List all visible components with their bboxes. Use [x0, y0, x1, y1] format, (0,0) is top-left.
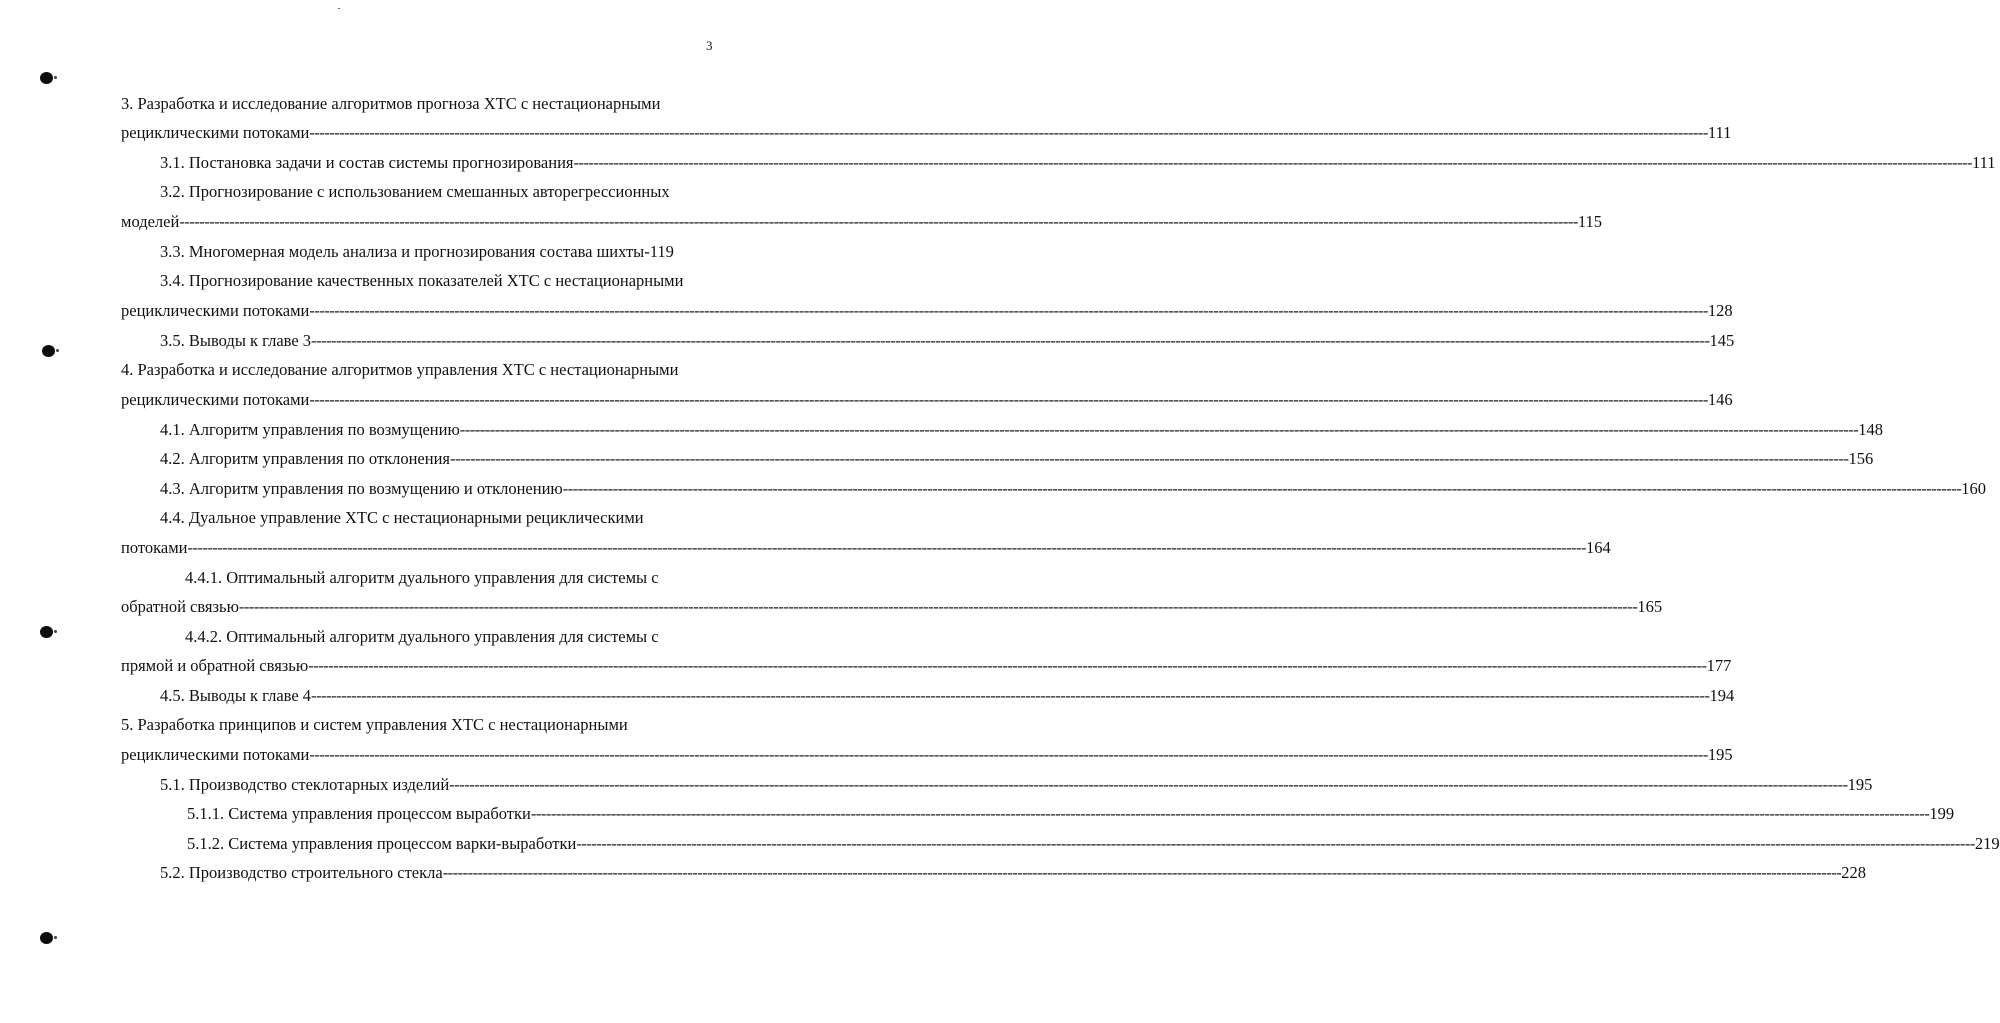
- toc-entry-page: 228: [1841, 863, 1866, 882]
- toc-entry-page: 111: [1972, 153, 1996, 172]
- toc-entry-page: 195: [1707, 745, 1733, 764]
- toc-entry-5-line1: 5. Разработка принципов и систем управления ХТС с нестационарными: [121, 715, 628, 734]
- dot-leader: ----------------------------------------------------------------------------------------------------------------------------------------------------------------------------------------------------------------------------------------------------------------------------------------: [311, 686, 1710, 705]
- toc-entry-text: обратной связью: [121, 597, 239, 616]
- toc-entry-5: [121, 743, 1733, 767]
- toc-entry-page: 128: [1707, 301, 1733, 320]
- dot-leader: ----------------------------------------------------------------------------------------------------------------------------------------------------------------------------------------------------------------------------------------------------------------------------------------: [238, 597, 1638, 616]
- dot-leader: ----------------------------------------------------------------------------------------------------------------------------------------------------------------------------------------------------------------------------------------------------------------------------------------: [309, 301, 1708, 320]
- toc-entry-text: 4.5. Выводы к главе 4: [160, 686, 312, 705]
- dot-leader: ----------------------------------------------------------------------------------------------------------------------------------------------------------------------------------------------------------------------------------------------------------------------------------------: [187, 538, 1586, 557]
- toc-entry-text: 3.5. Выводы к главе 3: [160, 331, 312, 350]
- toc-entry-3: [121, 121, 1732, 145]
- toc-entry-page: 148: [1858, 420, 1884, 439]
- page-number: 3: [706, 38, 713, 53]
- toc-entry-page: 195: [1847, 775, 1873, 794]
- toc-entry-page: 146: [1707, 390, 1733, 409]
- toc-entry-3-2: [121, 210, 1602, 234]
- toc-entry-text: 4.2. Алгоритм управления по отклонения: [160, 449, 450, 468]
- toc-entry-5-1-2: [187, 832, 2000, 856]
- toc-entry-3-2-line1: 3.2. Прогнозирование с использованием смешанных авторегрессионных: [160, 182, 670, 201]
- dot-leader: ----------------------------------------------------------------------------------------------------------------------------------------------------------------------------------------------------------------------------------------------------------------------------------------: [309, 123, 1708, 142]
- toc-entry-3-4-line1: 3.4. Прогнозирование качественных показателей ХТС с нестационарными: [160, 271, 684, 290]
- toc-entry-page: 156: [1848, 449, 1874, 468]
- toc-entry-4-3: [160, 477, 1986, 501]
- toc-entry-4-4-2: [121, 654, 1732, 678]
- dot-leader: ----------------------------------------------------------------------------------------------------------------------------------------------------------------------------------------------------------------------------------------------------------------------------------------: [309, 745, 1708, 764]
- toc-entry-text: моделей: [121, 212, 180, 231]
- dot-leader: ----------------------------------------------------------------------------------------------------------------------------------------------------------------------------------------------------------------------------------------------------------------------------------------: [459, 420, 1859, 439]
- toc-entry-text: 5.1.1. Система управления процессом выработки: [187, 804, 531, 823]
- toc-entry-text: потоками: [121, 538, 188, 557]
- scan-speck: [338, 8, 340, 9]
- dot-leader: ----------------------------------------------------------------------------------------------------------------------------------------------------------------------------------------------------------------------------------------------------------------------------------------: [449, 775, 1848, 794]
- dot-leader: ----------------------------------------------------------------------------------------------------------------------------------------------------------------------------------------------------------------------------------------------------------------------------------------: [576, 834, 1975, 853]
- toc-entry-4: [121, 388, 1733, 412]
- toc-entry-text: 5.1.2. Система управления процессом варки-выработки: [187, 834, 577, 853]
- dot-leader: ----------------------------------------------------------------------------------------------------------------------------------------------------------------------------------------------------------------------------------------------------------------------------------------: [573, 153, 1972, 172]
- toc-entry-page: 199: [1929, 804, 1955, 823]
- dot-leader: ----------------------------------------------------------------------------------------------------------------------------------------------------------------------------------------------------------------------------------------------------------------------------------------: [309, 390, 1708, 409]
- toc-entry-3-3: 3.3. Многомерная модель анализа и прогнозирования состава шихты-119: [160, 242, 674, 261]
- toc-entry-text: рециклическими потоками: [121, 745, 310, 764]
- toc-entry-4-4: [121, 536, 1611, 560]
- toc-entry-page: 219: [1974, 834, 2000, 853]
- toc-entry-text: рециклическими потоками: [121, 390, 310, 409]
- toc-entry-4-1: [160, 418, 1884, 442]
- toc-entry-4-2: [160, 447, 1874, 471]
- punch-hole-mark: [40, 72, 53, 84]
- dot-leader: ----------------------------------------------------------------------------------------------------------------------------------------------------------------------------------------------------------------------------------------------------------------------------------------: [308, 656, 1707, 675]
- toc-entry-text: рециклическими потоками: [121, 123, 310, 142]
- toc-entry-text: 3.1. Постановка задачи и состав системы прогнозирования: [160, 153, 574, 172]
- toc-entry-page: 160: [1961, 479, 1986, 498]
- dot-leader: ----------------------------------------------------------------------------------------------------------------------------------------------------------------------------------------------------------------------------------------------------------------------------------------: [562, 479, 1962, 498]
- toc-entry-4-4-line1: 4.4. Дуальное управление ХТС с нестационарными рециклическими: [160, 508, 644, 527]
- toc-entry-page: 111: [1707, 123, 1732, 142]
- dot-leader: ----------------------------------------------------------------------------------------------------------------------------------------------------------------------------------------------------------------------------------------------------------------------------------------: [450, 449, 1849, 468]
- toc-entry-page: 164: [1585, 538, 1611, 557]
- toc-entry-5-1: [160, 773, 1873, 797]
- dot-leader: ----------------------------------------------------------------------------------------------------------------------------------------------------------------------------------------------------------------------------------------------------------------------------------------: [311, 331, 1710, 350]
- toc-entry-4-4-1: [121, 595, 1663, 619]
- toc-entry-page: 194: [1709, 686, 1735, 705]
- toc-entry-4-4-1-line1: 4.4.1. Оптимальный алгоритм дуального управления для системы с: [185, 568, 659, 587]
- toc-entry-text: 5.1. Производство стеклотарных изделий: [160, 775, 450, 794]
- toc-entry-4-4-2-line1: 4.4.2. Оптимальный алгоритм дуального управления для системы с: [185, 627, 659, 646]
- toc-entry-3-5: [160, 329, 1735, 353]
- table-of-contents: [0, 92, 2000, 992]
- toc-entry-text: 4.3. Алгоритм управления по возмущению и отклонению: [160, 479, 563, 498]
- toc-entry-3-1: [160, 151, 1996, 175]
- toc-entry-3-line1: 3. Разработка и исследование алгоритмов прогноза ХТС с нестационарными: [121, 94, 661, 113]
- toc-entry-5-2: [160, 861, 1866, 885]
- toc-entry-text: 4.1. Алгоритм управления по возмущению: [160, 420, 460, 439]
- toc-entry-page: 177: [1706, 656, 1732, 675]
- dot-leader: ----------------------------------------------------------------------------------------------------------------------------------------------------------------------------------------------------------------------------------------------------------------------------------------: [442, 863, 1842, 882]
- toc-entry-text: рециклическими потоками: [121, 301, 310, 320]
- toc-entry-5-1-1: [187, 802, 1955, 826]
- toc-entry-3-4: [121, 299, 1733, 323]
- toc-entry-4-5: [160, 684, 1735, 708]
- toc-entry-page: 115: [1577, 212, 1602, 231]
- dot-leader: ----------------------------------------------------------------------------------------------------------------------------------------------------------------------------------------------------------------------------------------------------------------------------------------: [179, 212, 1578, 231]
- dot-leader: ----------------------------------------------------------------------------------------------------------------------------------------------------------------------------------------------------------------------------------------------------------------------------------------: [530, 804, 1930, 823]
- toc-entry-text: прямой и обратной связью: [121, 656, 309, 675]
- toc-entry-page: 145: [1709, 331, 1735, 350]
- toc-entry-4-line1: 4. Разработка и исследование алгоритмов управления ХТС с нестационарными: [121, 360, 679, 379]
- toc-entry-page: 165: [1637, 597, 1663, 616]
- toc-entry-text: 5.2. Производство строительного стекла: [160, 863, 443, 882]
